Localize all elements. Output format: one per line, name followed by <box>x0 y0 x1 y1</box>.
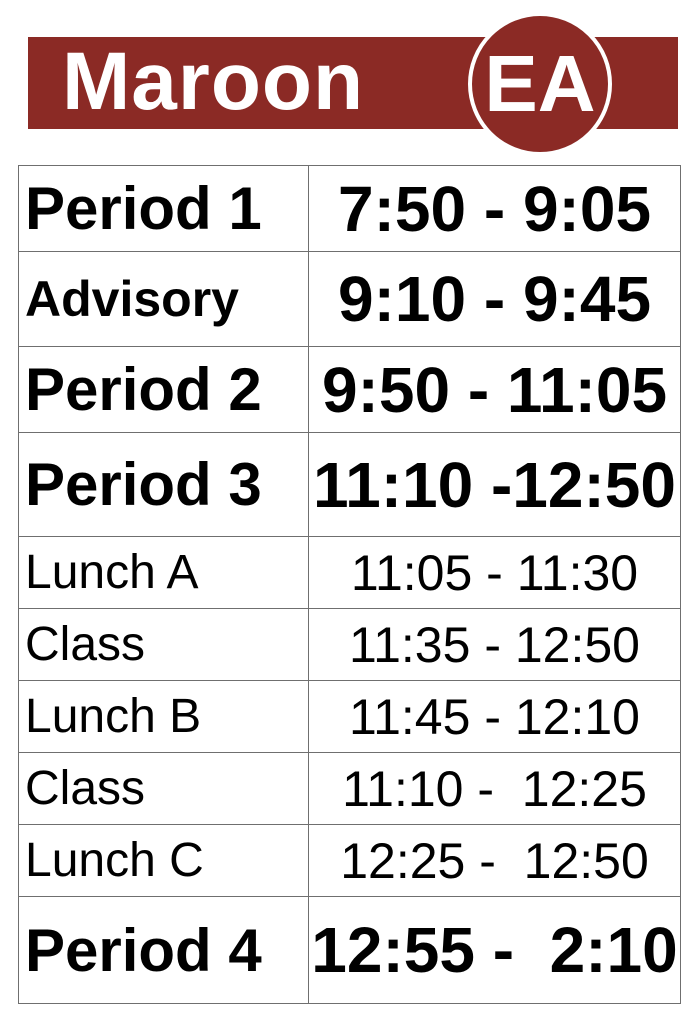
header-title: Maroon <box>62 36 365 127</box>
period-time: 9:50 - 11:05 <box>309 347 681 433</box>
schedule-row <box>19 537 681 609</box>
period-time: 12:55 - 2:10 <box>309 897 681 1004</box>
period-label: Lunch C <box>19 825 309 897</box>
schedule-row <box>19 252 681 347</box>
period-label: Lunch B <box>19 681 309 753</box>
schedule-row <box>19 433 681 537</box>
period-label: Period 4 <box>19 897 309 1004</box>
schedule-row <box>19 753 681 825</box>
period-time: 11:05 - 11:30 <box>309 537 681 609</box>
schedule-row <box>19 825 681 897</box>
period-time: 11:10 -12:50 <box>309 433 681 537</box>
schedule-table <box>18 165 681 1004</box>
schedule-row <box>19 166 681 252</box>
period-time: 7:50 - 9:05 <box>309 166 681 252</box>
schedule-row <box>19 681 681 753</box>
schedule-row <box>19 347 681 433</box>
period-label: Class <box>19 753 309 825</box>
schedule-body <box>19 166 681 1004</box>
badge-label: EA <box>484 39 596 128</box>
period-label: Advisory <box>19 252 309 347</box>
period-time: 12:25 - 12:50 <box>309 825 681 897</box>
period-label: Lunch A <box>19 537 309 609</box>
period-label: Class <box>19 609 309 681</box>
period-time: 11:35 - 12:50 <box>309 609 681 681</box>
period-time: 9:10 - 9:45 <box>309 252 681 347</box>
period-time: 11:10 - 12:25 <box>309 753 681 825</box>
period-label: Period 1 <box>19 166 309 252</box>
period-time: 11:45 - 12:10 <box>309 681 681 753</box>
schedule-row <box>19 897 681 1004</box>
period-label: Period 2 <box>19 347 309 433</box>
schedule-row <box>19 609 681 681</box>
period-label: Period 3 <box>19 433 309 537</box>
ea-badge <box>468 12 612 156</box>
